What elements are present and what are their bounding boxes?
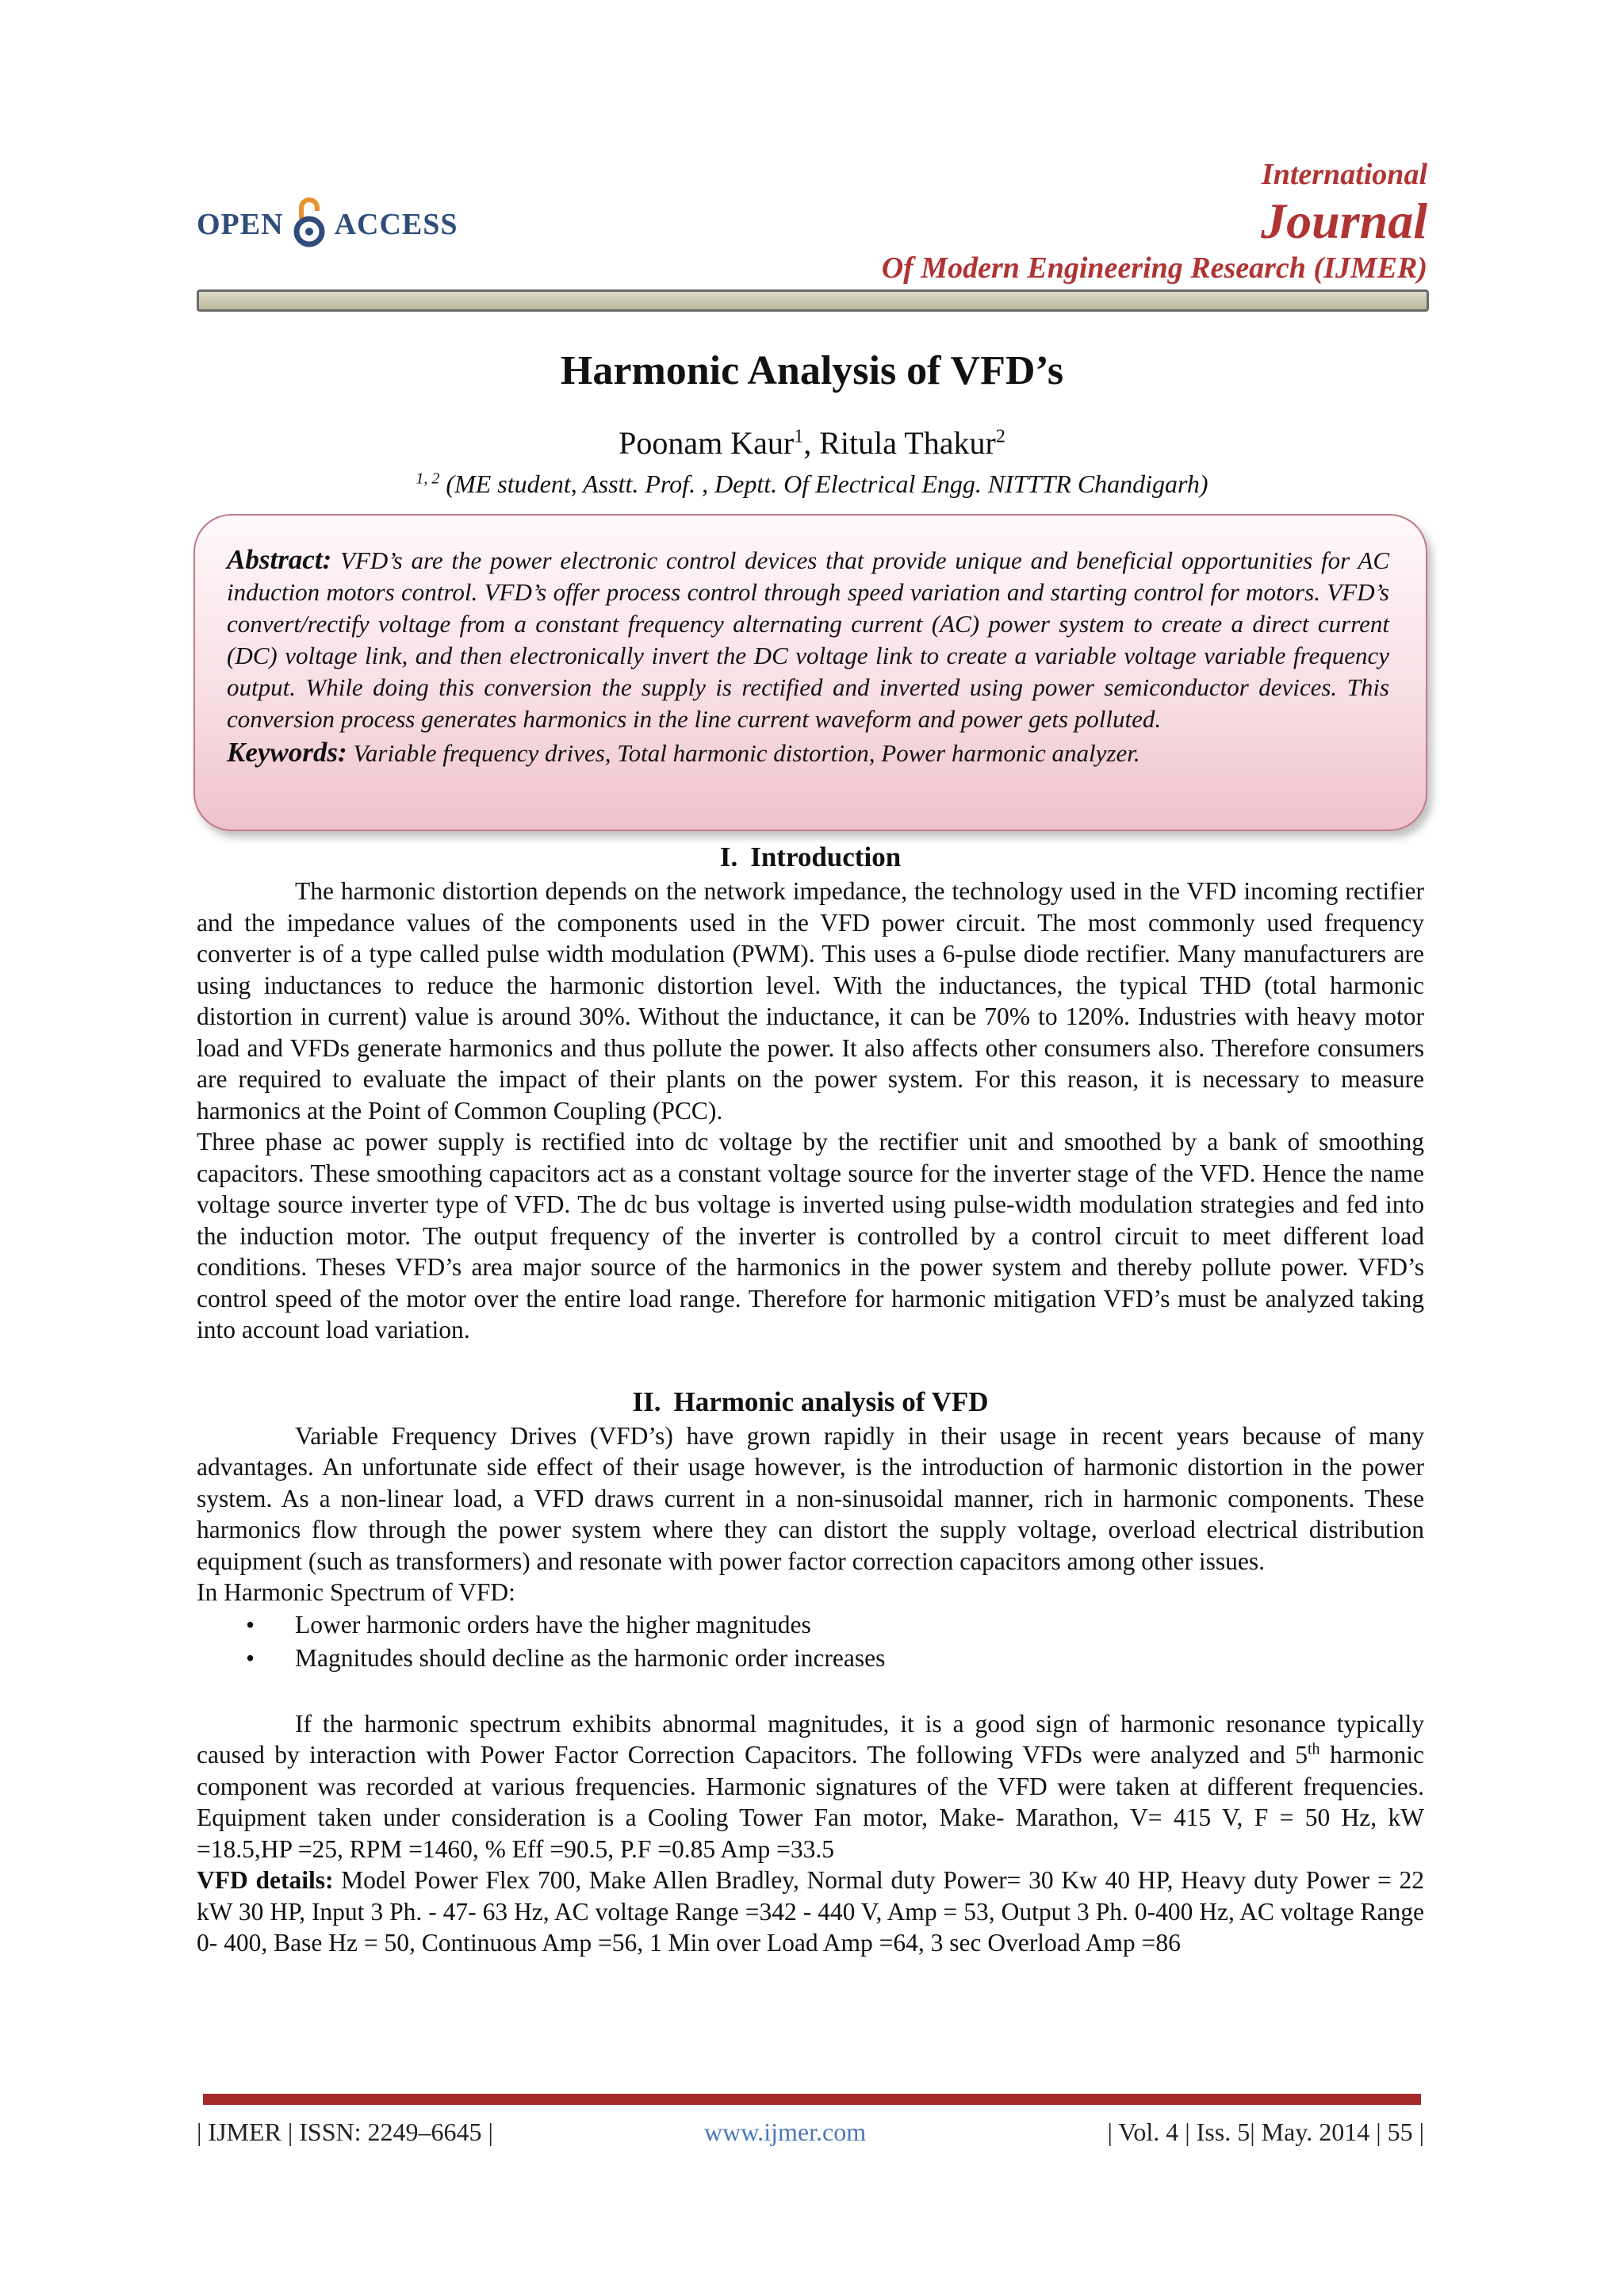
- paper-body: [197, 839, 1424, 1959]
- section-2-paragraph-3: [197, 1708, 1424, 1865]
- affiliation-line: [0, 470, 1624, 499]
- affiliation-text: (ME student, Asstt. Prof. , Deptt. Of Electrical Engg. NITTTR Chandigarh): [439, 470, 1208, 498]
- affiliation-sup: 1, 2: [416, 470, 440, 488]
- header-divider-bar: [197, 289, 1429, 312]
- author-1-name: Poonam Kaur: [619, 425, 795, 461]
- footer-volume-page: | Vol. 4 | Iss. 5| May. 2014 | 55 |: [1107, 2118, 1424, 2146]
- vfd-details-label: VFD details:: [197, 1866, 334, 1894]
- footer-website-link[interactable]: www.ijmer.com: [704, 2118, 867, 2146]
- author-1-sup: 1: [794, 426, 804, 447]
- open-access-text-left: OPEN: [197, 208, 284, 241]
- footer-divider-bar: [203, 2094, 1421, 2105]
- abstract-paragraph: [227, 544, 1389, 735]
- journal-line-journal: Journal: [1261, 193, 1427, 249]
- section-1-paragraph-2: Three phase ac power supply is rectified into dc voltage by the rectifier unit and smoothed by a bank of smoothing capacitors. These smoothing capacitors act as a constant voltage source for the inverter stage of the VFD. Hence the name voltage source inverter type of VFD. The dc bus voltage is inverted using pulse-width modulation strategies and fed into the induction motor. The output frequency of the inverter is controlled by a control circuit to meet different load conditions. Theses VFD’s area major source of the harmonics in the power system and thereby pollute power. VFD’s control speed of the motor over the entire load range. Therefore for harmonic mitigation VFD’s must be analyzed taking into account load variation.: [197, 1128, 1424, 1343]
- section-1-paragraph-1: The harmonic distortion depends on the network impedance, the technology used in the VFD incoming rectifier and the impedance values of the components used in the VFD power circuit. The most commonly used frequency converter is of a type called pulse width modulation (PWM). This uses a 6-pulse diode rectifier. Many manufacturers are using inductances to reduce the harmonic distortion level. With the inductances, the typical THD (total harmonic distortion in current) value is around 30%. Without the inductance, it can be 70% to 120%. Industries with heavy motor load and VFDs generate harmonics and thus pollute the power. It also affects other consumers also. Therefore consumers are required to evaluate the impact of their plants on the power system. For this reason, it is necessary to measure harmonics at the Point of Common Coupling (PCC).: [197, 877, 1424, 1125]
- keywords-label: Keywords:: [227, 737, 347, 768]
- journal-line-international: International: [1261, 158, 1427, 191]
- open-access-text-right: ACCESS: [334, 208, 458, 241]
- section-2-paragraph-3-sup: th: [1307, 1740, 1320, 1758]
- author-2-name: Ritula Thakur: [819, 425, 996, 461]
- author-line: [0, 424, 1624, 462]
- section-1-title: Introduction: [750, 841, 902, 872]
- open-access-lock-icon: [292, 195, 327, 254]
- section-2-paragraph-4: [197, 1865, 1424, 1959]
- journal-masthead: [882, 155, 1427, 287]
- section-2-paragraph-3-part-b: harmonic component was recorded at various frequencies. Harmonic signatures of the VFD were taken at different frequencies. Equipment taken under consideration is a Cooling Tower Fan motor, Make- Marathon, V= 415 V, F = 50 Hz, kW =18.5,HP =25, RPM =1460, % Eff =90.5, P.F =0.85 Amp =33.5: [197, 1741, 1424, 1863]
- section-2-paragraph-3-part-a: If the harmonic spectrum exhibits abnormal magnitudes, it is a good sign of harmonic resonance typically caused by interaction with Power Factor Correction Capacitors. The following VFDs were analyzed and 5: [197, 1709, 1424, 1769]
- section-2-paragraph-1: Variable Frequency Drives (VFD’s) have grown rapidly in their usage in recent years because of many advantages. An unfortunate side effect of their usage however, is the introduction of harmonic distortion in the power system. As a non-linear load, a VFD draws current in a non-sinusoidal manner, rich in harmonic components. These harmonics flow through the power system where they can distort the supply voltage, overload electrical distribution equipment (such as transformers) and resonate with power factor correction capacitors among other issues.: [197, 1421, 1424, 1575]
- harmonic-spectrum-list: [197, 1608, 1424, 1675]
- list-item: • Lower harmonic orders have the higher magnitudes: [197, 1608, 1424, 1642]
- section-2-title: Harmonic analysis of VFD: [673, 1386, 989, 1417]
- open-access-logo: [197, 195, 458, 254]
- section-2-number: II.: [632, 1386, 661, 1417]
- section-2-paragraph-2: In Harmonic Spectrum of VFD:: [197, 1578, 515, 1606]
- abstract-text: VFD’s are the power electronic control devices that provide unique and beneficial opportunities for AC induction motors control. VFD’s offer process control through speed variation and starting control for motors. VFD’s convert/rectify voltage from a constant frequency alternating current (AC) power system to create a direct current (DC) voltage link, and then electronically invert the DC voltage link to create a variable voltage variable frequency output. While doing this conversion the supply is rectified and inverted using power semiconductor devices. This conversion process generates harmonics in the line current waveform and power gets polluted.: [227, 546, 1389, 733]
- list-item: • Magnitudes should decline as the harmonic order increases: [197, 1642, 1424, 1675]
- keywords-paragraph: [227, 737, 1389, 769]
- paper-title: Harmonic Analysis of VFD’s: [560, 348, 1064, 393]
- keywords-text: Variable frequency drives, Total harmonic distortion, Power harmonic analyzer.: [347, 739, 1140, 767]
- journal-line-subtitle: Of Modern Engineering Research (IJMER): [881, 251, 1427, 285]
- section-1-heading: [197, 839, 1424, 876]
- footer-issn: | IJMER | ISSN: 2249–6645 |: [197, 2118, 493, 2146]
- author-separator: ,: [803, 425, 820, 461]
- section-2-heading: [197, 1384, 1424, 1420]
- vfd-details-text: Model Power Flex 700, Make Allen Bradley, Normal duty Power= 30 Kw 40 HP, Heavy duty Power = 22 kW 30 HP, Input 3 Ph. - 47- 63 Hz, AC voltage Range =342 - 440 V, Amp = 53, Output 3 Ph. 0-400 Hz, AC voltage Range 0- 400, Base Hz = 50, Continuous Amp =56, 1 Min over Load Amp =64, 3 sec Overload Amp =86: [197, 1866, 1424, 1957]
- abstract-label: Abstract:: [227, 544, 332, 575]
- section-1-number: I.: [719, 841, 738, 872]
- abstract-box: [193, 514, 1427, 831]
- author-2-sup: 2: [995, 426, 1005, 447]
